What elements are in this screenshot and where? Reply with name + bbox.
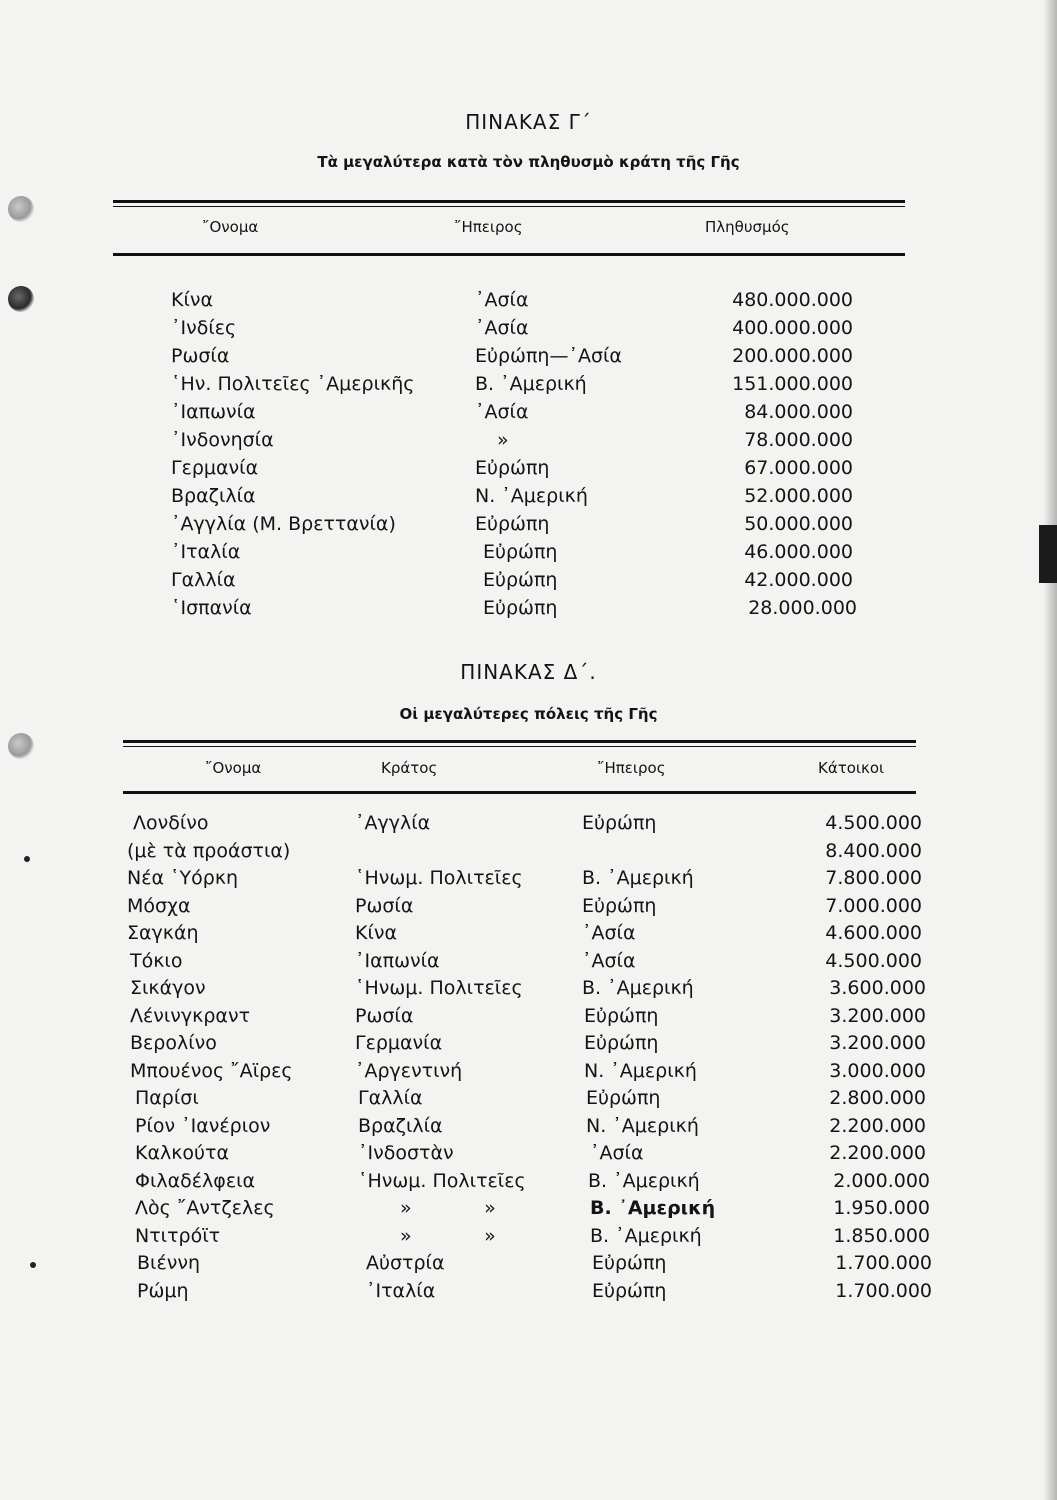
city-inhabitants: 1.700.000 [835,1280,932,1302]
country-name: ῾Ην. Πολιτεῖες ᾿Αμερικῆς [171,373,415,395]
country-name: ᾿Αγγλία (Μ. Βρεττανία) [171,513,396,535]
city-inhabitants: 1.700.000 [835,1252,932,1274]
binding-hole [8,733,34,759]
table-c-header-population: Πληθυσμός [705,218,790,236]
city-continent: Εὐρώπη [592,1252,667,1274]
city-name: Ρίον ᾿Ιανέριον [135,1115,271,1137]
country-continent: Εὐρώπη [475,513,550,535]
city-state: ῾Ηνωμ. Πολιτεῖες [358,1170,526,1192]
page-edge-mark [1039,525,1057,583]
city-name: Βιέννη [137,1252,201,1274]
city-name: Βερολίνο [130,1032,217,1054]
city-state: ῾Ηνωμ. Πολιτεῖες [355,977,523,999]
city-inhabitants: 3.600.000 [829,977,926,999]
country-name: ῾Ισπανία [171,597,252,619]
city-inhabitants: 7.000.000 [825,895,922,917]
country-continent: Β. ᾿Αμερική [475,373,587,395]
city-state: Γαλλία [358,1087,423,1109]
country-population: 84.000.000 [744,401,853,423]
ink-speck [30,1262,36,1268]
city-state: ᾿Ιταλία [366,1280,436,1302]
country-population: 480.000.000 [732,289,853,311]
city-name: Τόκιο [130,950,183,972]
city-state-ditto: » » [400,1225,496,1247]
city-state: ᾿Ινδοστὰν [358,1142,454,1164]
city-name: Ρώμη [137,1280,189,1302]
table-d-top-rule-thin [123,746,916,747]
city-name: Καλκούτα [135,1142,230,1164]
city-inhabitants: 1.850.000 [833,1225,930,1247]
table-d-header-rule [123,791,916,794]
table-c-subtitle: Τὰ μεγαλύτερα κατὰ τὸν πληθυσμὸ κράτη τῆς Γῆς [317,153,740,171]
city-name: Μπουένος ῎Αϊρες [130,1060,293,1082]
table-d-header-continent: ῎Ηπειρος [597,759,666,777]
city-continent: Β. ᾿Αμερική [590,1225,702,1247]
city-name: Σικάγον [130,977,206,999]
country-continent: Ν. ᾿Αμερική [475,485,588,507]
city-inhabitants: 2.800.000 [829,1087,926,1109]
city-name: Λονδίνο [133,812,209,834]
country-name: Βραζιλία [171,485,256,507]
city-inhabitants: 2.000.000 [833,1170,930,1192]
table-c-title: ΠΙΝΑΚΑΣ Γ΄ [465,110,592,134]
table-d-title: ΠΙΝΑΚΑΣ Δ΄. [460,660,597,684]
table-d-header-name: ῎Ονομα [205,759,262,777]
city-name: Ντιτρόϊτ [135,1225,221,1247]
city-continent: Εὐρώπη [584,1005,659,1027]
country-name: ᾿Ιταλία [171,541,241,563]
city-name: Μόσχα [127,895,191,917]
city-inhabitants: 3.200.000 [829,1032,926,1054]
table-c-top-rule [113,200,905,203]
table-d-top-rule [123,740,916,743]
city-continent: Εὐρώπη [586,1087,661,1109]
city-name: Λὸς ῎Αντζελες [135,1197,275,1219]
city-continent: Εὐρώπη [582,895,657,917]
city-inhabitants: 2.200.000 [829,1142,926,1164]
city-continent: ᾿Ασία [582,922,636,944]
country-continent: Εὐρώπη [475,457,550,479]
city-state: Ρωσία [355,1005,414,1027]
city-inhabitants: 4.500.000 [825,812,922,834]
country-continent: Εὐρώπη [483,597,558,619]
country-continent: ᾿Ασία [475,289,529,311]
table-c-header-rule [113,253,905,256]
country-population: 200.000.000 [732,345,853,367]
city-inhabitants: 7.800.000 [825,867,922,889]
table-c-header-continent: ῎Ηπειρος [454,218,523,236]
city-continent: Εὐρώπη [584,1032,659,1054]
city-state: Αὐστρία [366,1252,445,1274]
country-population: 46.000.000 [744,541,853,563]
city-state: Γερμανία [355,1032,443,1054]
ink-speck [24,856,30,862]
city-state: Κίνα [355,922,398,944]
city-continent: Ν. ᾿Αμερική [586,1115,699,1137]
city-continent: Εὐρώπη [582,812,657,834]
city-inhabitants: 3.200.000 [829,1005,926,1027]
city-inhabitants: 4.500.000 [825,950,922,972]
country-name: Ρωσία [171,345,230,367]
city-continent: Ν. ᾿Αμερική [584,1060,697,1082]
city-state: Ρωσία [355,895,414,917]
table-d-subtitle: Οἱ μεγαλύτερες πόλεις τῆς Γῆς [399,705,658,723]
table-d-header-state: Κράτος [381,759,438,777]
country-population: 78.000.000 [744,429,853,451]
city-name: Σαγκάη [127,922,199,944]
city-state: Βραζιλία [358,1115,443,1137]
country-population: 52.000.000 [744,485,853,507]
city-continent: ᾿Ασία [590,1142,644,1164]
country-population: 50.000.000 [744,513,853,535]
city-continent: Β. ᾿Αμερική [588,1170,700,1192]
country-continent: Εὐρώπη [483,541,558,563]
city-continent: Εὐρώπη [592,1280,667,1302]
city-name: (μὲ τὰ προάστια) [127,840,291,862]
city-name: Φιλαδέλφεια [135,1170,256,1192]
country-continent: » [497,429,509,451]
country-continent: Εὐρώπη [483,569,558,591]
city-inhabitants: 1.950.000 [833,1197,930,1219]
city-continent: Β. ᾿Αμερική [582,867,694,889]
binding-hole [8,196,34,222]
city-name: Νέα ῾Υόρκη [127,867,239,889]
country-name: Γερμανία [171,457,259,479]
country-continent: Εὐρώπη—᾿Ασία [475,345,622,367]
city-continent: Β. ᾿Αμερική [582,977,694,999]
city-state-ditto: » » [400,1197,496,1219]
binding-hole [8,286,34,312]
city-name: Λένινγκραντ [130,1005,251,1027]
country-name: Κίνα [171,289,214,311]
country-population: 151.000.000 [732,373,853,395]
city-inhabitants: 3.000.000 [829,1060,926,1082]
city-state: ᾿Αργεντινή [355,1060,463,1082]
country-name: ᾿Ιαπωνία [171,401,256,423]
city-inhabitants: 4.600.000 [825,922,922,944]
city-inhabitants: 8.400.000 [825,840,922,862]
country-population: 67.000.000 [744,457,853,479]
city-continent: ᾿Ασία [582,950,636,972]
city-continent: Β. ᾿Αμερική [590,1197,716,1219]
page-edge-shadow [1043,0,1057,1500]
country-population: 400.000.000 [732,317,853,339]
city-state: ῾Ηνωμ. Πολιτεῖες [355,867,523,889]
city-state: ᾿Ιαπωνία [355,950,440,972]
table-c-top-rule-thin [113,206,905,207]
country-name: Γαλλία [171,569,236,591]
city-state: ᾿Αγγλία [355,812,431,834]
city-name: Παρίσι [135,1087,199,1109]
country-name: ᾿Ινδονησία [171,429,274,451]
country-population: 28.000.000 [748,597,857,619]
country-continent: ᾿Ασία [475,317,529,339]
country-name: ᾿Ινδίες [171,317,237,339]
city-inhabitants: 2.200.000 [829,1115,926,1137]
country-continent: ᾿Ασία [475,401,529,423]
table-d-header-inhabitants: Κάτοικοι [818,759,885,777]
country-population: 42.000.000 [744,569,853,591]
table-c-header-name: ῎Ονομα [202,218,259,236]
